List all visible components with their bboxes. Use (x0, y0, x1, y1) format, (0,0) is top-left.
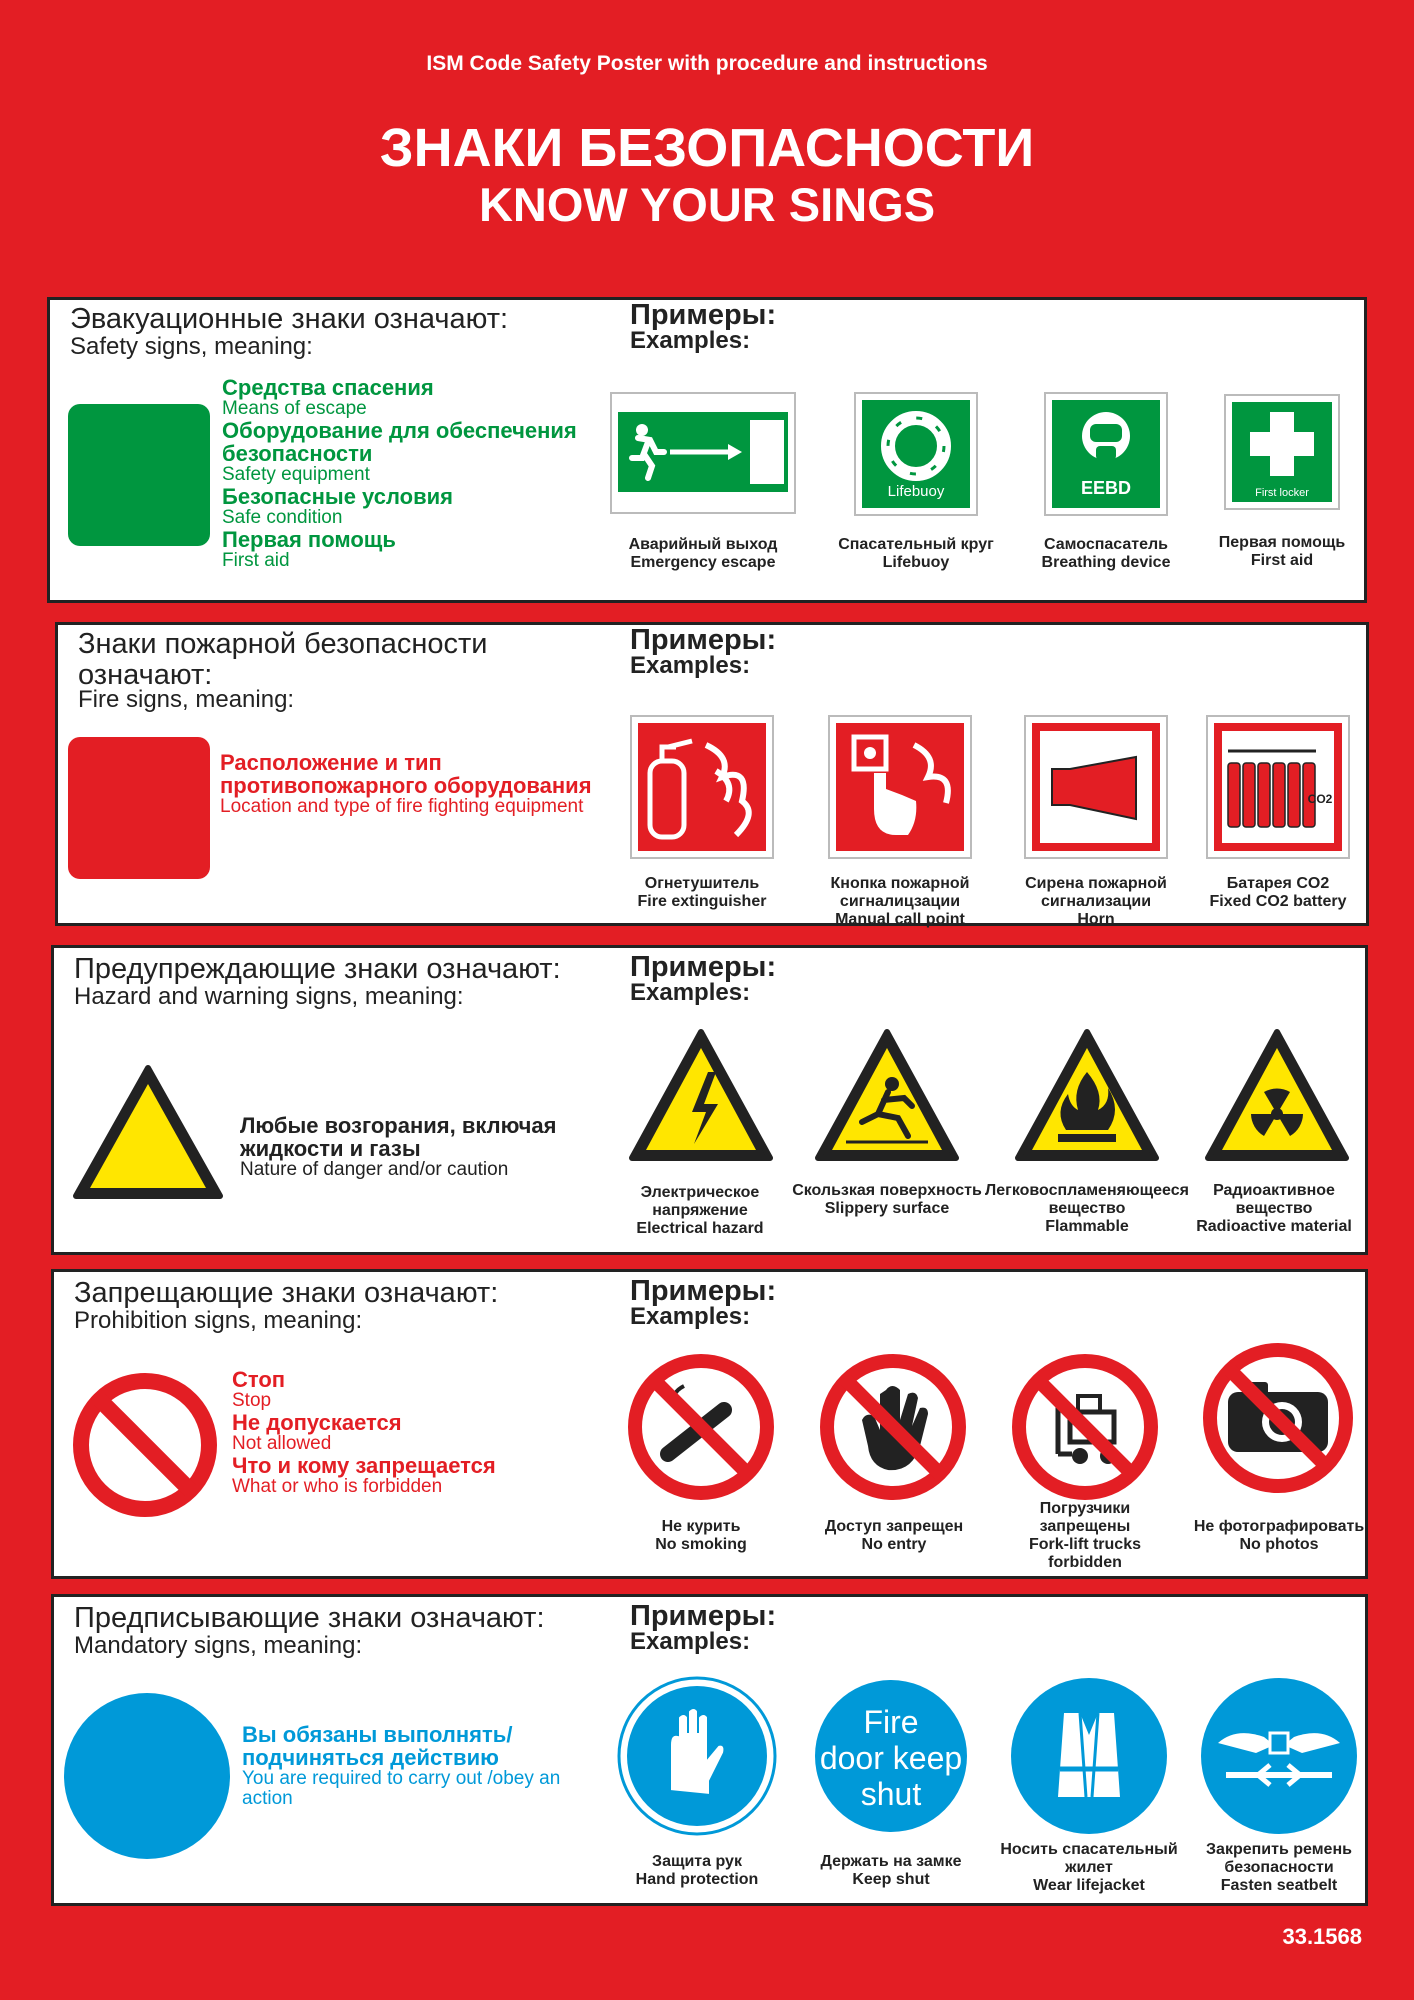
caption-ru: Погрузчики запрещены (1039, 1500, 1131, 1535)
caption-en: No photos (1239, 1536, 1319, 1553)
caption-en: Horn (1077, 911, 1115, 928)
section-heading-en: Prohibition signs, meaning: (74, 1307, 363, 1334)
caption-en: Fixed CO2 battery (1209, 893, 1347, 910)
meaning-ru: Оборудование для обеспечения безопасности (222, 418, 577, 467)
section-warning-signs (51, 945, 1368, 1255)
horn-icon (1024, 715, 1168, 859)
electrical-hazard-icon (626, 1026, 776, 1166)
warning-triangle-icon (70, 1062, 226, 1202)
section-heading-ru: Предупреждающие знаки означают: (74, 953, 561, 985)
section-heading-en: Mandatory signs, meaning: (74, 1632, 363, 1659)
svg-text:door keep: door keep (819, 1740, 963, 1776)
lifebuoy-icon (854, 392, 978, 516)
caption-en: Lifebuoy (882, 554, 950, 571)
caption-en: Fire extinguisher (637, 893, 767, 910)
example-caption (1179, 1841, 1379, 1895)
section-safety-signs (47, 297, 1367, 603)
section-heading-ru: Запрещающие знаки означают: (74, 1277, 499, 1309)
example-caption (600, 1184, 800, 1238)
meaning-ru: Что и кому запрещается (232, 1453, 496, 1479)
example-caption (1006, 536, 1206, 572)
caption-ru: Аварийный выход (628, 536, 778, 553)
gloves-icon (614, 1673, 780, 1839)
svg-text:shut: shut (860, 1776, 922, 1812)
caption-ru: Носить спасательный жилет (1000, 1841, 1178, 1876)
caption-en: Keep shut (852, 1871, 930, 1888)
section-heading-ru: Эвакуационные знаки означают: (70, 303, 509, 335)
caption-en: Fork-lift trucks forbidden (1028, 1536, 1141, 1571)
example-caption (787, 1182, 987, 1218)
meaning-ru: Стоп (232, 1367, 286, 1392)
meaning-en: Means of escape (222, 398, 367, 420)
example-caption (602, 875, 802, 911)
flammable-icon (1012, 1026, 1162, 1166)
caption-ru: Первая помощь (1218, 534, 1346, 551)
caption-en: Flammable (1045, 1218, 1129, 1235)
example-caption (1015, 1500, 1155, 1572)
examples-heading-ru: Примеры: (630, 1275, 777, 1307)
radioactive-icon (1202, 1026, 1352, 1166)
co2-sign-text: CO2 (1307, 792, 1333, 806)
caption-ru: Огнетушитель (644, 875, 760, 892)
poster-title-en: KNOW YOUR SINGS (478, 178, 936, 231)
meaning-ru: Расположение и тип противопожарного оборудования (220, 750, 592, 799)
caption-en: No smoking (655, 1536, 747, 1553)
meaning-en: Stop (232, 1390, 272, 1412)
caption-en: Manual call point (835, 911, 965, 928)
caption-ru: Не курить (661, 1518, 741, 1535)
example-caption (972, 1182, 1202, 1236)
prohibition-meaning-text (232, 1368, 612, 1497)
caption-en: Hand protection (635, 1871, 759, 1888)
first-aid-sign-text: First locker (1255, 487, 1309, 499)
example-caption (996, 875, 1196, 929)
example-caption (1182, 534, 1382, 570)
caption-ru: Держать на замке (820, 1853, 962, 1870)
meaning-ru: Любые возгорания, включая жидкости и газы (240, 1113, 557, 1162)
caption-ru: Батарея CO2 (1226, 875, 1330, 892)
caption-en: Emergency escape (630, 554, 776, 571)
emergency-exit-icon (610, 392, 796, 514)
examples-heading-ru: Примеры: (630, 299, 777, 331)
section-prohibition-signs (51, 1269, 1368, 1579)
example-caption (601, 1518, 801, 1554)
prohibition-circle-icon (70, 1370, 220, 1520)
examples-heading-en: Examples: (630, 652, 751, 679)
no-entry-icon (816, 1350, 970, 1504)
caption-ru: Кнопка пожарной сигналицзации (830, 875, 970, 910)
caption-ru: Не фотографировать (1193, 1518, 1365, 1535)
no-smoking-icon (624, 1350, 778, 1504)
caption-en: Fasten seatbelt (1220, 1877, 1338, 1894)
section-heading-ru: Знаки пожарной безопасности означают: (78, 628, 488, 691)
caption-ru: Закрепить ремень безопасности (1206, 1841, 1352, 1876)
example-caption (816, 536, 1016, 572)
examples-heading-en: Examples: (630, 979, 751, 1006)
warning-meaning-text (240, 1114, 600, 1180)
examples-heading-ru: Примеры: (630, 1600, 777, 1632)
blue-circle-swatch (64, 1693, 230, 1859)
meaning-ru: Безопасные условия (222, 484, 453, 510)
meaning-en: Safe condition (222, 507, 343, 529)
examples-heading-en: Examples: (630, 327, 751, 354)
examples-heading-en: Examples: (630, 1628, 751, 1655)
meaning-ru: Первая помощь (222, 527, 396, 553)
caption-ru: Скользкая поверхность (792, 1182, 982, 1199)
lifejacket-icon (1006, 1673, 1172, 1839)
caption-en: Breathing device (1041, 554, 1171, 571)
caption-ru: Электрическое напряжение (640, 1184, 760, 1219)
section-heading-en: Hazard and warning signs, meaning: (74, 983, 464, 1010)
example-caption (989, 1841, 1189, 1895)
meaning-ru: Вы обязаны выполнять/подчиняться действию (242, 1722, 513, 1771)
caption-ru: Самоспасатель (1043, 536, 1169, 553)
example-caption (1178, 875, 1378, 911)
caption-en: Wear lifejacket (1033, 1877, 1145, 1894)
section-heading-en: Safety signs, meaning: (70, 333, 313, 360)
meaning-en: Location and type of fire fighting equipment (220, 796, 584, 818)
section-mandatory-signs (51, 1594, 1368, 1906)
example-caption (597, 1853, 797, 1889)
lifebuoy-sign-text: Lifebuoy (887, 483, 945, 500)
examples-heading-en: Examples: (630, 1303, 751, 1330)
meaning-en: Not allowed (232, 1433, 332, 1455)
co2-battery-icon (1206, 715, 1350, 859)
examples-heading-ru: Примеры: (630, 624, 777, 656)
svg-text:Fire: Fire (863, 1704, 919, 1740)
poster-subtitle: ISM Code Safety Poster with procedure and instructions (426, 52, 988, 75)
eebd-sign-text: EEBD (1080, 478, 1132, 498)
seatbelt-icon (1196, 1673, 1362, 1839)
caption-en: Electrical hazard (636, 1220, 764, 1237)
caption-ru: Доступ запрещен (824, 1518, 964, 1535)
meaning-en: Safety equipment (222, 464, 370, 486)
fire-extinguisher-icon (630, 715, 774, 859)
green-square-swatch (68, 404, 210, 546)
poster-code: 33.1568 (1282, 1924, 1362, 1949)
example-caption (603, 536, 803, 572)
call-point-icon (828, 715, 972, 859)
section-heading-en: Fire signs, meaning: (78, 686, 295, 713)
meaning-en: You are required to carry out /obey an action (242, 1768, 561, 1810)
meaning-en: What or who is forbidden (232, 1476, 443, 1498)
mandatory-meaning-text (242, 1723, 602, 1809)
poster-title-ru: ЗНАКИ БЕЗОПАСНОСТИ (379, 118, 1035, 178)
caption-ru: Легковоспламеняющееся вещество (985, 1182, 1189, 1217)
caption-ru: Защита рук (652, 1853, 742, 1870)
caption-en: Radioactive material (1196, 1218, 1352, 1235)
section-heading-ru: Предписывающие знаки означают: (74, 1602, 545, 1634)
examples-heading-ru: Примеры: (630, 951, 777, 983)
slippery-surface-icon (812, 1026, 962, 1166)
no-photos-icon (1198, 1338, 1358, 1498)
example-caption (794, 1518, 994, 1554)
fire-door-icon (808, 1673, 974, 1839)
caption-en: First aid (1250, 552, 1314, 569)
caption-ru: Радиоактивное вещество (1213, 1182, 1335, 1217)
meaning-en: First aid (222, 550, 290, 572)
safety-meaning-text (222, 376, 602, 571)
section-fire-signs (55, 622, 1369, 926)
meaning-ru: Средства спасения (222, 375, 434, 400)
meaning-ru: Не допускается (232, 1410, 402, 1436)
caption-en: No entry (861, 1536, 927, 1553)
red-square-swatch (68, 737, 210, 879)
example-caption (1179, 1182, 1369, 1236)
caption-ru: Сирена пожарной сигнализации (1025, 875, 1167, 910)
eebd-icon (1044, 392, 1168, 516)
example-caption (791, 1853, 991, 1889)
meaning-en: Nature of danger and/or caution (240, 1159, 509, 1181)
caption-en: Slippery surface (824, 1200, 950, 1217)
no-forklift-icon (1008, 1350, 1162, 1504)
caption-ru: Спасательный круг (838, 536, 994, 553)
first-aid-icon (1224, 394, 1340, 510)
example-caption (800, 875, 1000, 929)
example-caption (1174, 1518, 1384, 1554)
fire-meaning-text (220, 751, 620, 817)
